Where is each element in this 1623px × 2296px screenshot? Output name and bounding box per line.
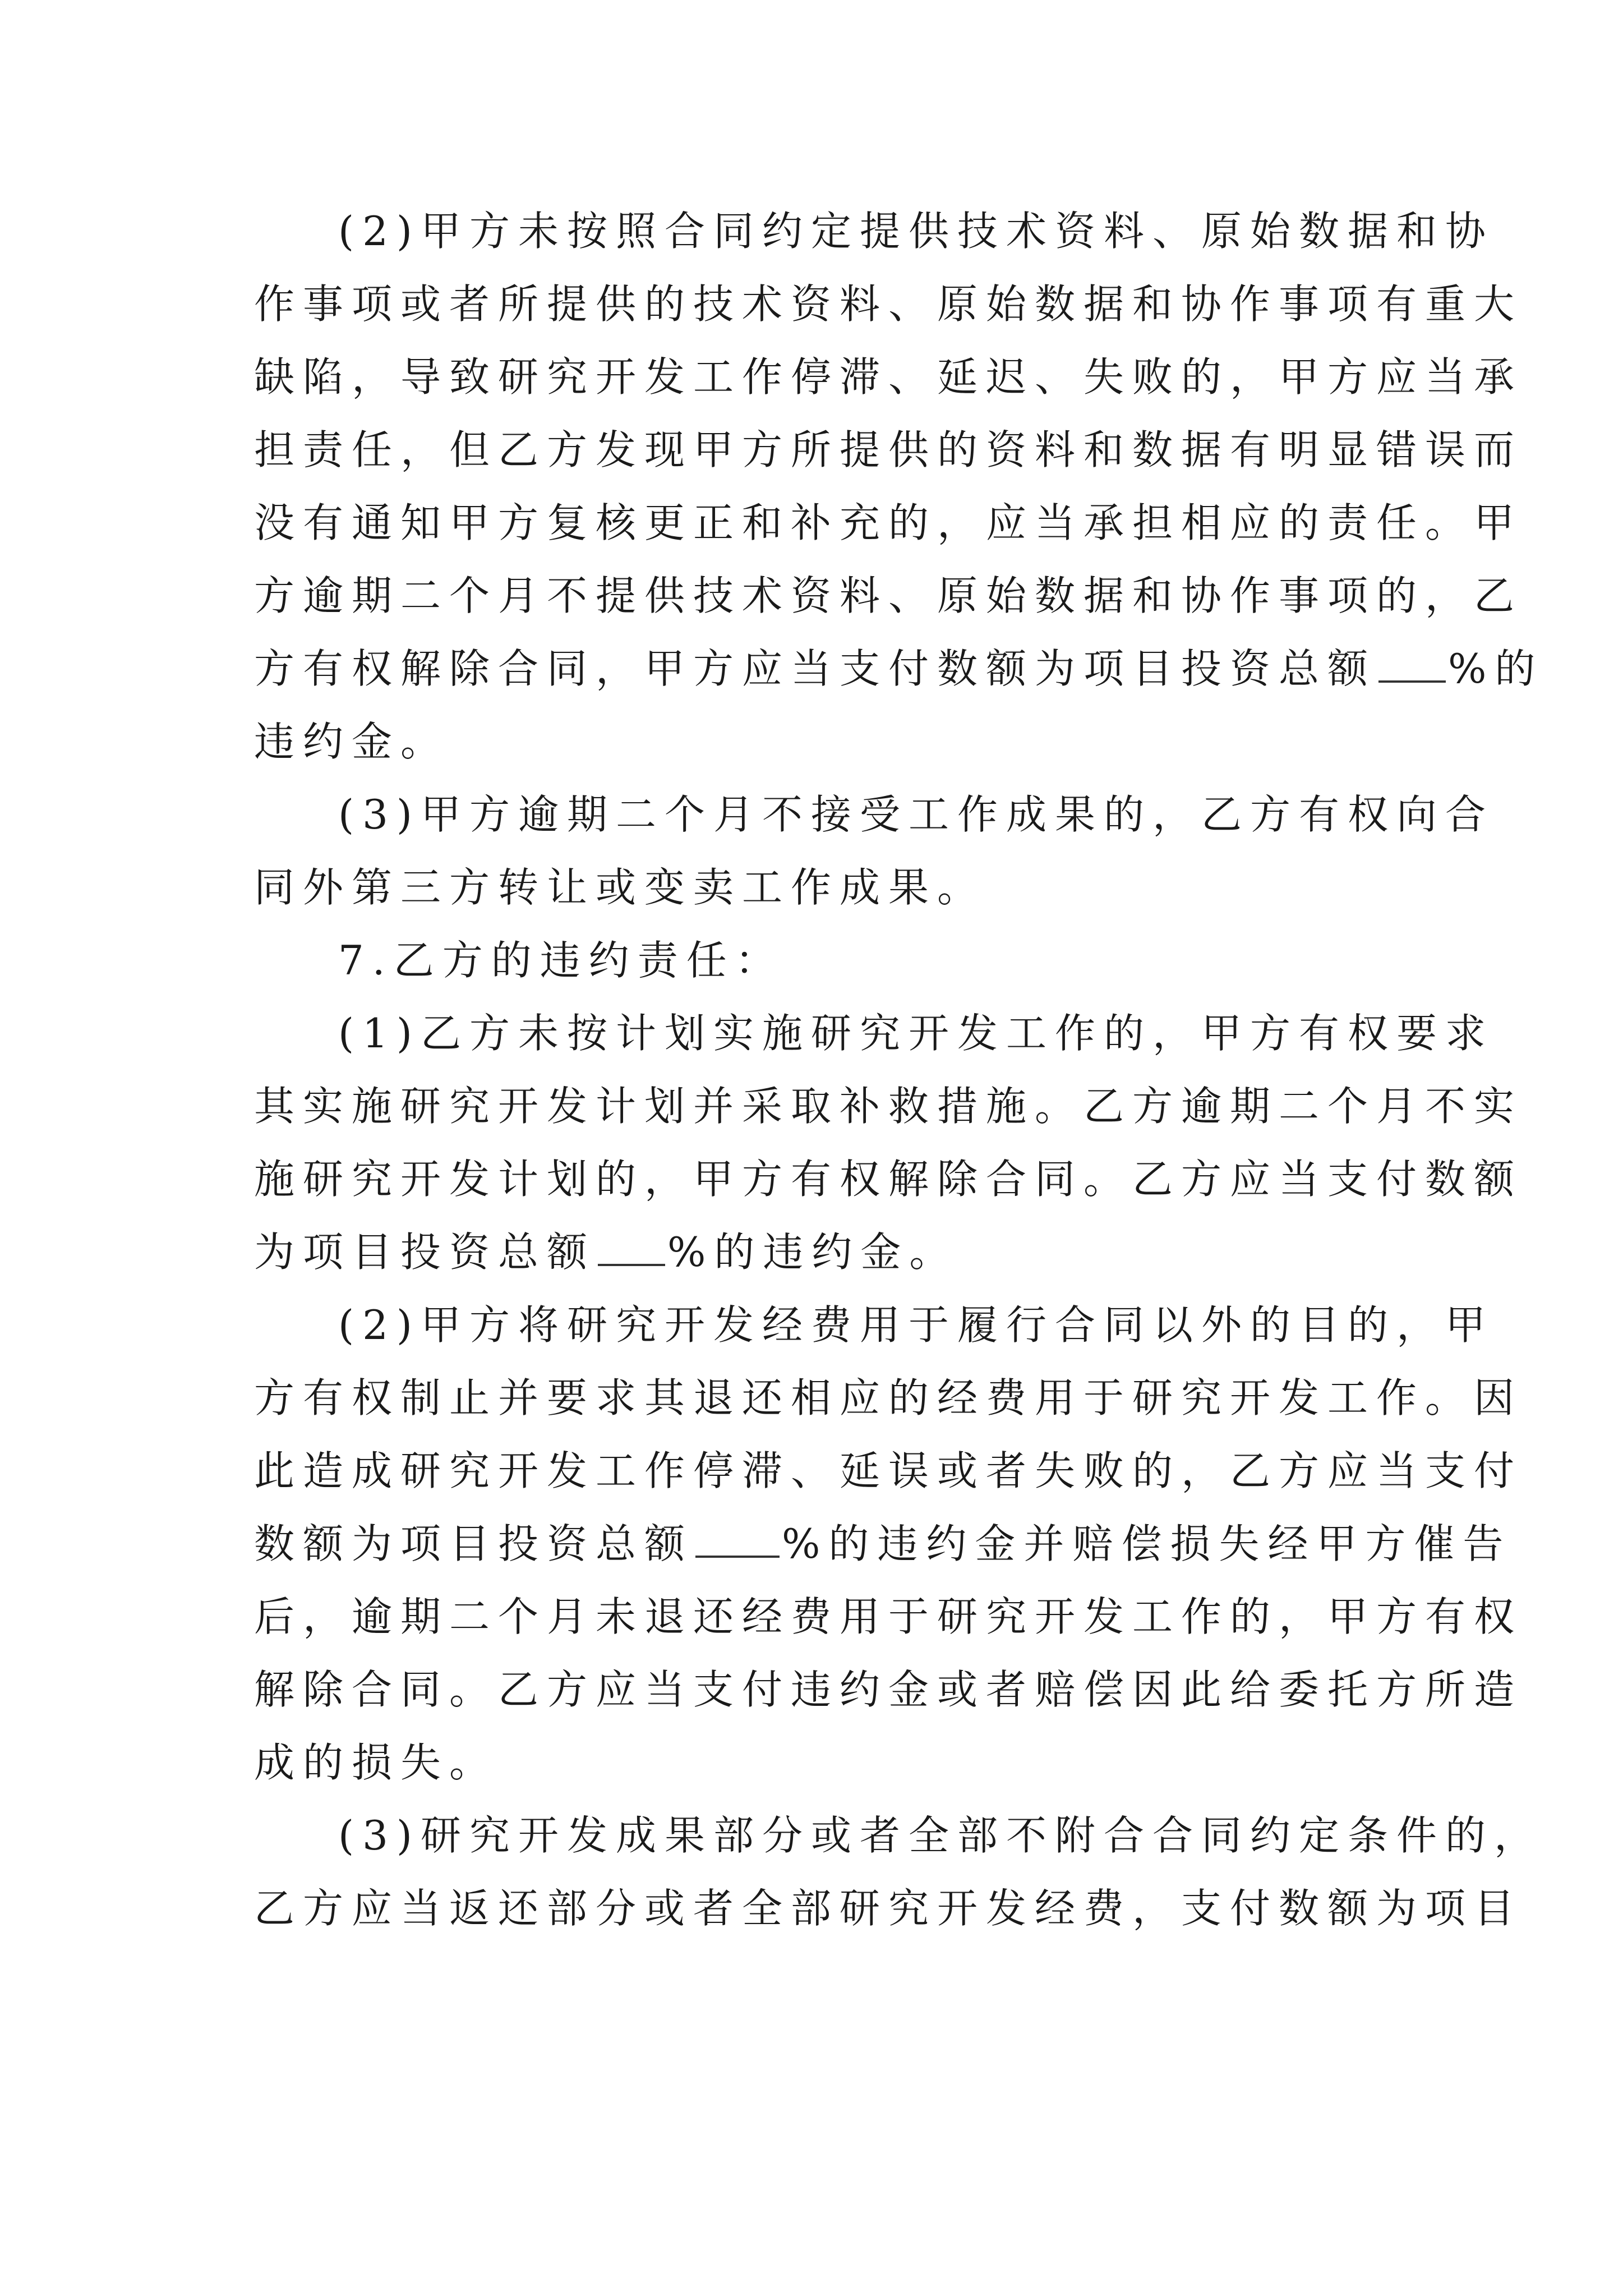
paragraph-line	[254, 208, 1494, 255]
paragraph-line	[254, 1739, 1382, 1786]
text-segment: 施研究开发计划的，甲方有权解除合同。乙方应当支付数额	[254, 1156, 1523, 1203]
paragraph-line	[254, 499, 1523, 546]
text-segment: 违约金。	[254, 718, 450, 765]
paragraph-line	[254, 1520, 1512, 1567]
paragraph-line	[254, 1374, 1523, 1421]
text-segment: 数额为项目投资总额	[254, 1520, 694, 1567]
section-heading	[254, 937, 1382, 984]
text-segment: 其实施研究开发计划并采取补救措施。乙方逾期二个月不实	[254, 1083, 1523, 1130]
text-segment: 同外第三方转让或变卖工作成果。	[254, 864, 986, 911]
text-segment: 成的损失。	[254, 1739, 499, 1786]
paragraph-line	[254, 353, 1523, 401]
paragraph-line	[254, 1885, 1523, 1932]
text-segment: 方有权制止并要求其退还相应的经费用于研究开发工作。因	[254, 1374, 1523, 1421]
text-segment: 没有通知甲方复核更正和补充的，应当承担相应的责任。甲	[254, 499, 1523, 546]
paragraph-line	[254, 791, 1494, 838]
text-segment: 7.乙方的违约责任：	[338, 937, 784, 984]
text-segment: 缺陷，导致研究开发工作停滞、延迟、失败的，甲方应当承	[254, 353, 1523, 401]
text-segment: %的	[1448, 645, 1544, 692]
text-segment: 为项目投资总额	[254, 1228, 596, 1276]
paragraph-line	[254, 1083, 1523, 1130]
document-page	[254, 208, 1544, 1958]
text-segment: (3)甲方逾期二个月不接受工作成果的，乙方有权向合	[338, 791, 1494, 838]
text-segment: 方有权解除合同，甲方应当支付数额为项目投资总额	[254, 645, 1377, 692]
text-segment: %的违约金。	[667, 1228, 958, 1276]
paragraph-line	[254, 280, 1523, 328]
text-segment: 此造成研究开发工作停滞、延误或者失败的，乙方应当支付	[254, 1447, 1523, 1494]
fill-in-blank	[1378, 646, 1446, 683]
paragraph-line	[254, 1156, 1523, 1203]
text-segment: 后，逾期二个月未退还经费用于研究开发工作的，甲方有权	[254, 1593, 1523, 1640]
text-segment: 方逾期二个月不提供技术资料、原始数据和协作事项的，乙	[254, 572, 1523, 619]
paragraph-line	[254, 1301, 1494, 1349]
paragraph-line	[254, 1010, 1494, 1057]
text-segment: 担责任，但乙方发现甲方所提供的资料和数据有明显错误而	[254, 426, 1523, 473]
text-segment: (1)乙方未按计划实施研究开发工作的，甲方有权要求	[338, 1010, 1494, 1057]
text-segment: 解除合同。乙方应当支付违约金或者赔偿因此给委托方所造	[254, 1666, 1523, 1713]
text-segment: (3)研究开发成果部分或者全部不附合合同约定条件的，	[338, 1812, 1543, 1859]
text-segment: (2)甲方未按照合同约定提供技术资料、原始数据和协	[338, 208, 1494, 255]
paragraph-line	[254, 718, 1382, 765]
text-segment: (2)甲方将研究开发经费用于履行合同以外的目的，甲	[338, 1301, 1494, 1349]
paragraph-line	[254, 1593, 1523, 1640]
text-segment: 乙方应当返还部分或者全部研究开发经费，支付数额为项目	[254, 1885, 1523, 1932]
paragraph-line	[254, 645, 1544, 692]
paragraph-line	[254, 426, 1523, 473]
paragraph-line	[254, 572, 1523, 619]
text-segment: %的违约金并赔偿损失经甲方催告	[782, 1520, 1512, 1567]
paragraph-line	[254, 1666, 1523, 1713]
fill-in-blank	[695, 1521, 780, 1558]
fill-in-blank	[598, 1229, 665, 1266]
paragraph-line	[254, 1812, 1543, 1859]
paragraph-line	[254, 864, 1382, 911]
paragraph-line	[254, 1228, 1382, 1276]
paragraph-line	[254, 1447, 1523, 1494]
text-segment: 作事项或者所提供的技术资料、原始数据和协作事项有重大	[254, 280, 1523, 328]
